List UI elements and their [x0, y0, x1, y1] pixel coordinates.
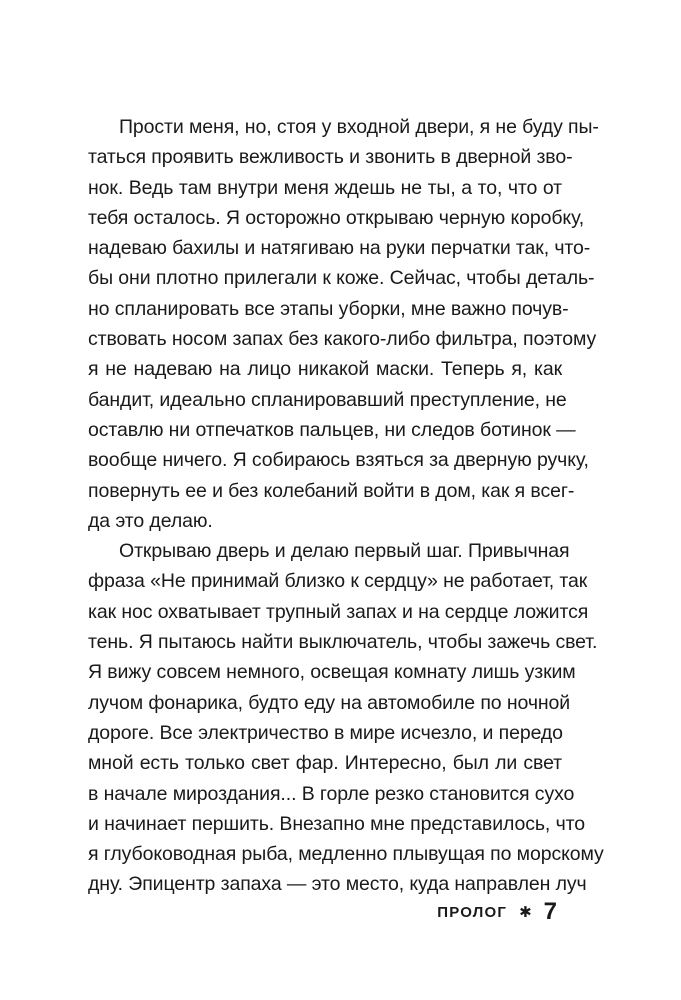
paragraph-2: [88, 536, 604, 900]
text-line: тебя осталось. Я осторожно открываю черную коробку,: [88, 206, 585, 229]
text-line: надеваю бахилы и натягиваю на руки перчатки так, что-: [88, 237, 591, 260]
text-line: я глубоководная рыба, медленно плывущая по морскому: [88, 843, 604, 866]
text-line: мной есть только свет фар. Интересно, был ли свет: [88, 752, 562, 775]
text-line: в начале мироздания... В горле резко становится сухо: [88, 782, 575, 805]
paragraph-1: [88, 112, 599, 536]
star-icon: ✱: [519, 903, 532, 921]
text-line: таться проявить вежливость и звонить в дверной зво-: [88, 146, 573, 169]
text-line: я не надеваю на лицо никакой маски. Теперь я, как: [88, 358, 562, 381]
page-number: 7: [543, 898, 557, 925]
text-line: оставлю ни отпечатков пальцев, ни следов ботинок —: [88, 418, 576, 441]
text-line: лучом фонарика, будто еду на автомобиле по ночной: [88, 691, 571, 714]
text-line: бы они плотно прилегали к коже. Сейчас, чтобы деталь-: [88, 267, 595, 290]
text-line: дороге. Все электричество в мире исчезло, и передо: [88, 721, 563, 744]
text-line: вообще ничего. Я собираюсь взяться за дверную ручку,: [88, 449, 589, 472]
body-text: [88, 112, 604, 900]
text-line: повернуть ее и без колебаний войти в дом, как я всег-: [88, 479, 575, 502]
text-line: Я вижу совсем немного, освещая комнату лишь узким: [88, 661, 576, 684]
text-line: Прости меня, но, стоя у входной двери, я не буду пы-: [119, 116, 599, 138]
text-line: фраза «Не принимай близко к сердцу» не работает, так: [88, 570, 588, 593]
text-line: как нос охватывает трупный запах и на сердце ложится: [88, 600, 589, 623]
text-line: дну. Эпицентр запаха — это место, куда направлен луч: [88, 873, 587, 896]
running-head: ПРОЛОГ: [437, 903, 508, 921]
text-line: нок. Ведь там внутри меня ждешь не ты, а то, что от: [88, 176, 562, 199]
text-line: тень. Я пытаюсь найти выключатель, чтобы зажечь свет.: [88, 631, 598, 654]
text-line: бандит, идеально спланировавший преступление, не: [88, 388, 567, 411]
text-line: ствовать носом запах без какого-либо фильтра, поэтому: [88, 328, 597, 351]
text-line: но спланировать все этапы уборки, мне важно почув-: [88, 297, 569, 320]
text-line: Открываю дверь и делаю первый шаг. Привычная: [119, 540, 570, 563]
text-line: и начинает першить. Внезапно мне представилось, что: [88, 812, 585, 835]
text-line: да это делаю.: [88, 509, 213, 532]
page-footer: [437, 898, 557, 926]
